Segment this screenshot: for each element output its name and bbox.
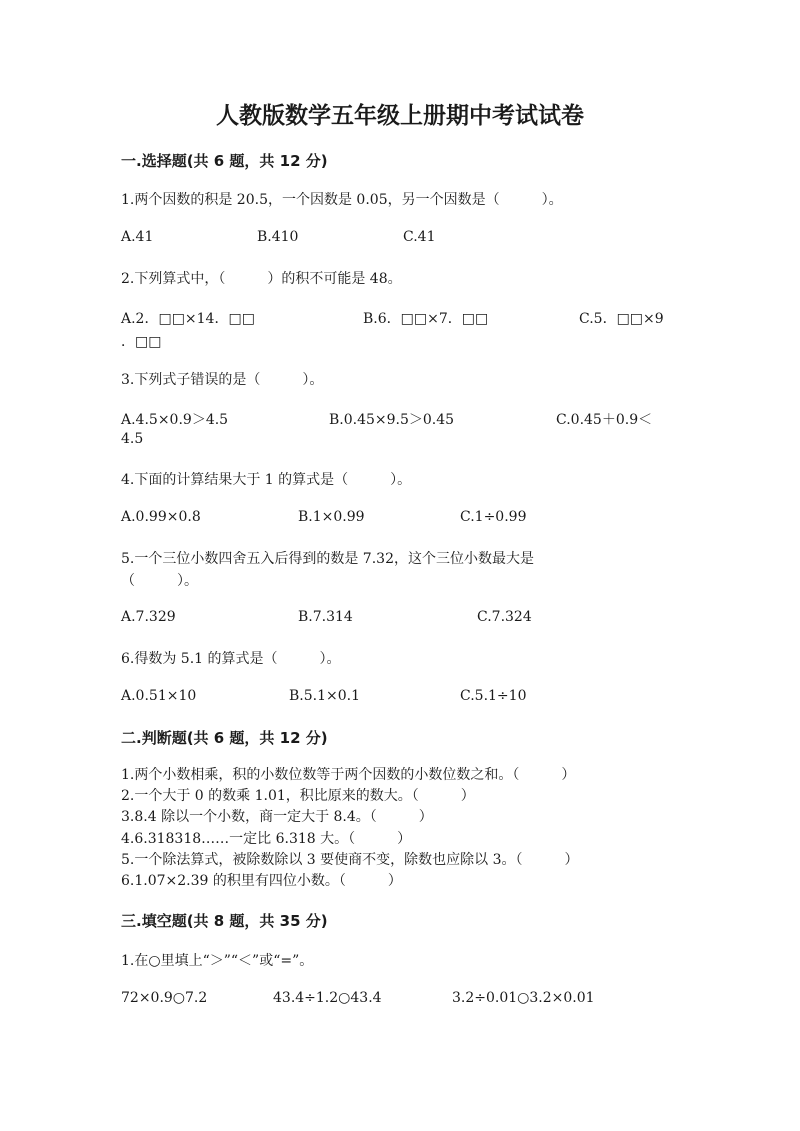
compare-item: 3.2÷0.01○3.2×0.01 xyxy=(452,990,595,1006)
question-stem: 1.在○里填上“＞”“＜”或“=”。 xyxy=(121,953,314,969)
exam-title: 人教版数学五年级上册期中考试试卷 xyxy=(216,103,584,129)
question-stem: 6.得数为 5.1 的算式是（ ）。 xyxy=(121,651,341,667)
option-c: C.1÷0.99 xyxy=(460,509,527,525)
option-c: C.41 xyxy=(403,229,436,245)
option-b: B.410 xyxy=(257,229,299,245)
option-b: B.5.1×0.1 xyxy=(289,688,360,704)
judgement-item: 5.一个除法算式，被除数除以 3 要使商不变，除数也应除以 3。（ ） xyxy=(121,852,579,868)
option-b: B.7.314 xyxy=(298,609,353,625)
option-a: A.0.51×10 xyxy=(121,688,197,704)
option-a: A.4.5×0.9＞4.5 xyxy=(121,412,229,428)
option-a: A.2．□□×14．□□ xyxy=(121,311,255,327)
option-c: C.5.1÷10 xyxy=(460,688,527,704)
option-c-wrap: ．□□ xyxy=(121,334,162,350)
section-heading-fill-blank: 三.填空题(共 8 题，共 35 分) xyxy=(121,912,328,930)
section-heading-judgement: 二.判断题(共 6 题，共 12 分) xyxy=(121,729,328,747)
compare-item: 72×0.9○7.2 xyxy=(121,990,208,1006)
question-stem: 3.下列式子错误的是（ ）。 xyxy=(121,372,324,388)
compare-item: 43.4÷1.2○43.4 xyxy=(273,990,382,1006)
section-heading-choice: 一.选择题(共 6 题，共 12 分) xyxy=(121,152,328,170)
option-a: A.0.99×0.8 xyxy=(121,509,201,525)
judgement-item: 1.两个小数相乘，积的小数位数等于两个因数的小数位数之和。（ ） xyxy=(121,767,576,783)
question-stem-continued: （ ）。 xyxy=(121,573,198,589)
judgement-item: 4.6.318318……一定比 6.318 大。（ ） xyxy=(121,831,412,847)
judgement-item: 6.1.07×2.39 的积里有四位小数。（ ） xyxy=(121,873,402,889)
option-b: B.1×0.99 xyxy=(298,509,365,525)
judgement-item: 3.8.4 除以一个小数，商一定大于 8.4。（ ） xyxy=(121,809,433,825)
option-a: A.41 xyxy=(121,229,154,245)
option-c: C.5．□□×9 xyxy=(579,311,664,327)
question-stem: 2.下列算式中，（ ）的积不可能是 48。 xyxy=(121,271,402,287)
option-c: C.0.45＋0.9＜ xyxy=(556,412,653,428)
question-stem: 5.一个三位小数四舍五入后得到的数是 7.32，这个三位小数最大是 xyxy=(121,551,534,567)
judgement-item: 2.一个大于 0 的数乘 1.01，积比原来的数大。（ ） xyxy=(121,788,475,804)
option-b: B.6．□□×7．□□ xyxy=(363,311,489,327)
option-c-wrap: 4.5 xyxy=(121,431,144,447)
option-a: A.7.329 xyxy=(121,609,176,625)
option-c: C.7.324 xyxy=(477,609,532,625)
option-b: B.0.45×9.5＞0.45 xyxy=(329,412,455,428)
question-stem: 1.两个因数的积是 20.5，一个因数是 0.05，另一个因数是（ ）。 xyxy=(121,192,563,208)
question-stem: 4.下面的计算结果大于 1 的算式是（ ）。 xyxy=(121,472,412,488)
